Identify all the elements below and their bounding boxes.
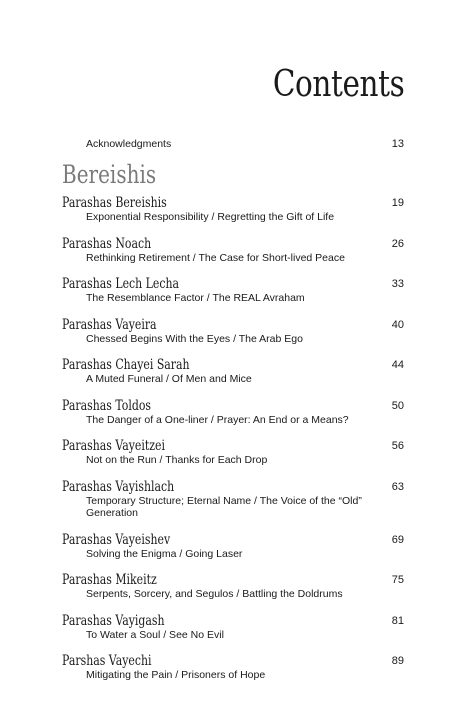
entry-page-number: 50: [391, 399, 404, 412]
entry-title: Parashas Mikeitz: [62, 572, 157, 588]
entry-subtitle: Temporary Structure; Eternal Name / The Voice of the “Old” Generation: [86, 494, 362, 519]
entry-subtitle: Not on the Run / Thanks for Each Drop: [86, 454, 268, 466]
entry-page-number: 33: [391, 278, 404, 290]
acknowledgments-entry[interactable]: [86, 138, 404, 154]
toc-entry[interactable]: [62, 572, 404, 601]
toc-entry[interactable]: [62, 653, 404, 682]
entry-title: Parashas Vayigash: [62, 612, 165, 629]
entry-page-number: 75: [391, 574, 404, 586]
page-title: Contents: [272, 64, 404, 105]
entry-title: Parashas Vayeishev: [62, 531, 171, 548]
toc-entry[interactable]: [62, 317, 404, 346]
entry-page-number: 44: [391, 359, 404, 371]
entry-subtitle: Chessed Begins With the Eyes / The Arab Ego: [86, 332, 303, 345]
entry-subtitle: The Resemblance Factor / The REAL Avraham: [86, 292, 305, 304]
acknowledgments-page-number: 13: [391, 138, 404, 150]
entry-subtitle: To Water a Soul / See No Evil: [86, 628, 224, 641]
entry-subtitle: Mitigating the Pain / Prisoners of Hope: [86, 669, 266, 681]
entry-subtitle: Rethinking Retirement / The Case for Short-lived Peace: [86, 251, 345, 264]
entry-page-number: 26: [391, 237, 404, 250]
entry-subtitle: Serpents, Sorcery, and Segulos / Battling the Doldrums: [86, 588, 343, 600]
entry-subtitle: The Danger of a One-liner / Prayer: An End or a Means?: [86, 413, 349, 426]
entry-title: Parashas Toldos: [62, 397, 151, 414]
entry-title: Parashas Vayeira: [62, 316, 157, 333]
entry-page-number: 69: [391, 533, 404, 546]
toc-entries: [62, 195, 404, 694]
entry-title: Parashas Chayei Sarah: [62, 357, 190, 373]
toc-entry[interactable]: [62, 613, 404, 642]
acknowledgments-label: Acknowledgments: [86, 138, 172, 150]
entry-page-number: 81: [391, 614, 404, 627]
toc-entry[interactable]: [62, 532, 404, 561]
entry-page-number: 63: [391, 480, 404, 493]
toc-entry[interactable]: [62, 398, 404, 427]
entry-subtitle: Exponential Responsibility / Regretting the Gift of Life: [86, 211, 335, 223]
toc-entry[interactable]: [62, 479, 404, 520]
entry-title: Parashas Noach: [62, 235, 152, 252]
toc-entry[interactable]: [62, 276, 404, 305]
toc-entry[interactable]: [62, 438, 404, 467]
entry-subtitle: A Muted Funeral / Of Men and Mice: [86, 373, 252, 385]
entry-title: Parashas Vayishlach: [62, 478, 175, 495]
entry-page-number: 89: [391, 655, 404, 667]
toc-entry[interactable]: [62, 357, 404, 386]
section-heading: Bereishis: [62, 160, 157, 189]
entry-title: Parashas Lech Lecha: [62, 276, 180, 292]
toc-entry[interactable]: [62, 236, 404, 265]
entry-page-number: 40: [391, 318, 404, 331]
entry-page-number: 19: [391, 197, 404, 209]
entry-title: Parshas Vayechi: [62, 653, 152, 669]
entry-subtitle: Solving the Enigma / Going Laser: [86, 547, 243, 560]
entry-page-number: 56: [391, 440, 404, 452]
entry-title: Parashas Bereishis: [62, 195, 167, 211]
entry-title: Parashas Vayeitzei: [62, 438, 165, 454]
toc-entry[interactable]: [62, 195, 404, 224]
